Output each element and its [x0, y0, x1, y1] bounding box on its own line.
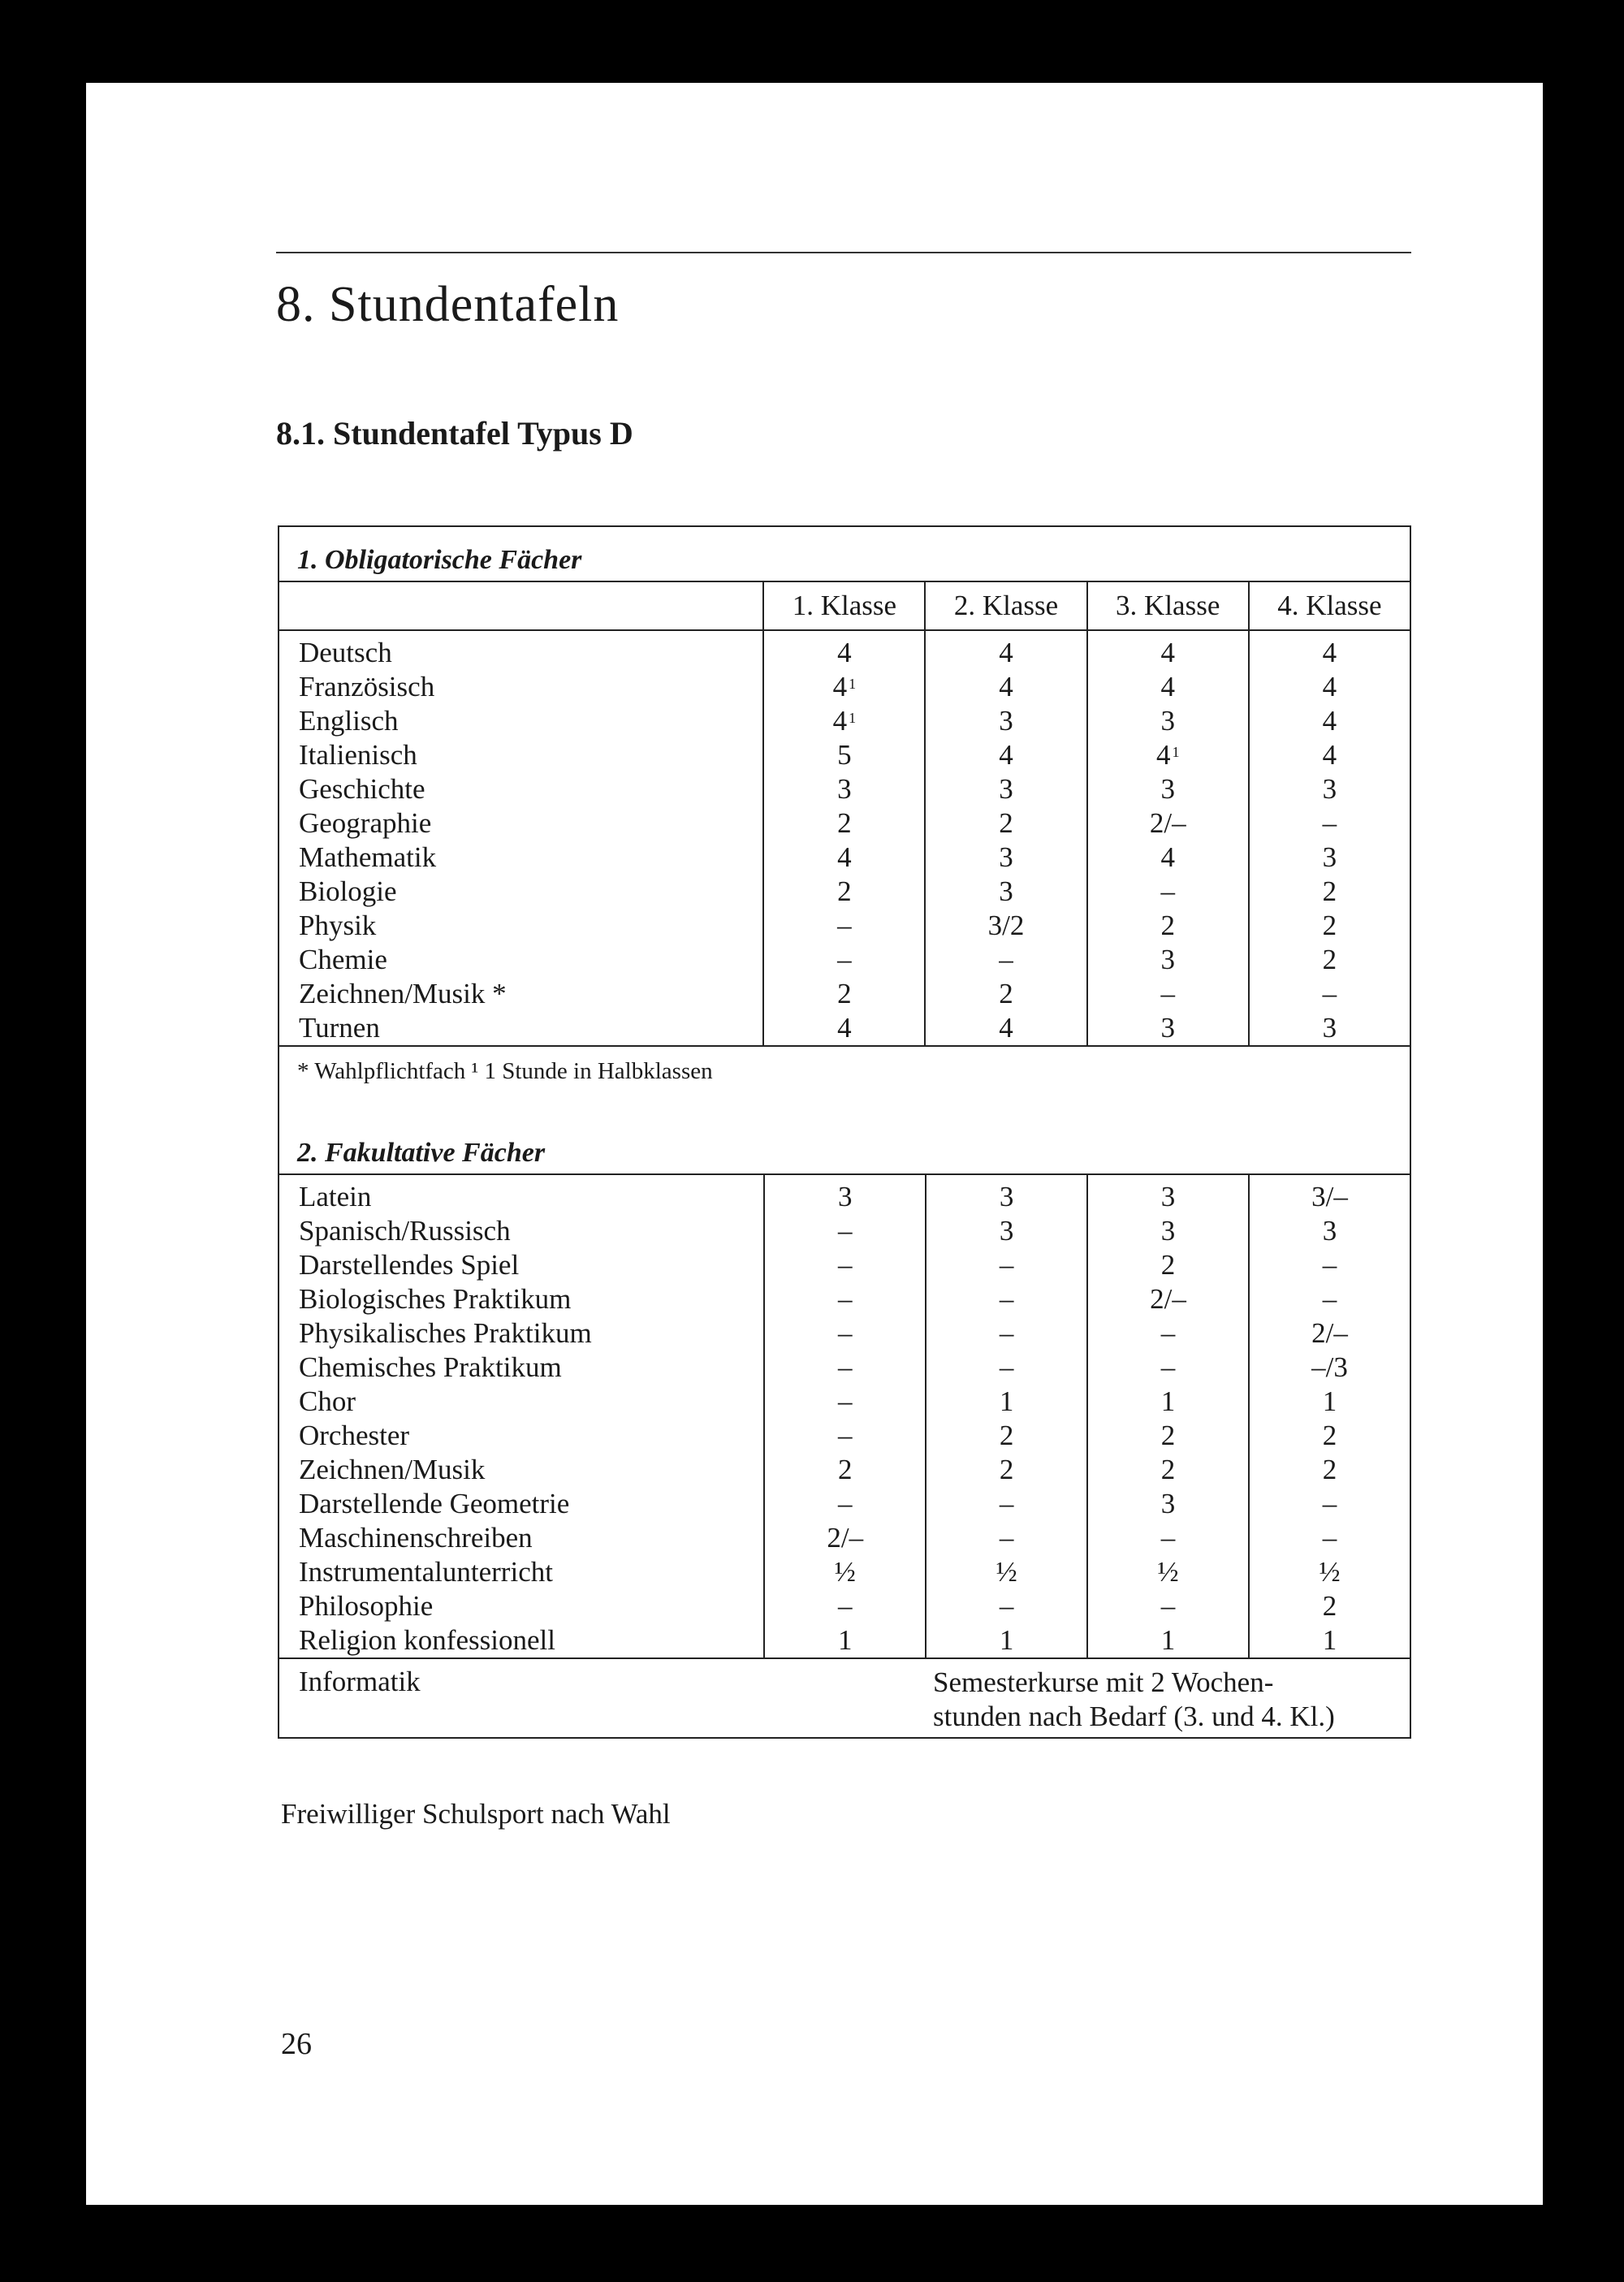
footnote-marker: 1 [849, 710, 857, 726]
page-number: 26 [281, 2027, 312, 2061]
hours-cell: 3 [1249, 1214, 1410, 1248]
hours-cell: 4 $^1$ [763, 670, 925, 704]
hours-cell: – [1087, 1521, 1249, 1555]
hours-cell: 3 [1087, 1214, 1249, 1248]
subject-label: Maschinenschreiben [299, 1522, 533, 1554]
hours-cell: 1 [764, 1623, 926, 1657]
hours-cell: – [926, 1351, 1087, 1385]
hours-cell: – [1087, 1351, 1249, 1385]
subject-label: Philosophie [299, 1590, 434, 1622]
hours-cell: 4 [763, 630, 925, 670]
hours-cell: ½ [926, 1555, 1087, 1589]
hours-cell: 3 [1087, 1175, 1249, 1214]
subject-label: Turnen [299, 1012, 380, 1044]
hours-cell: 1 [1249, 1385, 1410, 1419]
hours-cell: 3/2 [925, 909, 1086, 943]
hours-cell: – [764, 1282, 926, 1316]
informatik-note [933, 1666, 1335, 1734]
hours-cell: ½ [764, 1555, 926, 1589]
hours-cell: 2 [926, 1419, 1087, 1453]
hours-cell: 4 [763, 1011, 925, 1045]
hours-cell: 2 [1087, 909, 1249, 943]
hours-cell: – [1087, 1589, 1249, 1623]
subject-label: Zeichnen/Musik [299, 1454, 486, 1485]
hours-cell: 4 $^1$ [763, 704, 925, 738]
hours-cell: – [764, 1487, 926, 1521]
hours-cell: 3 [1087, 704, 1249, 738]
column-header: 1. Klasse [763, 582, 925, 630]
hours-cell: 2 [925, 977, 1086, 1011]
hours-cell: –/3 [1249, 1351, 1410, 1385]
hours-cell: – [763, 909, 925, 943]
hours-cell: – [764, 1589, 926, 1623]
subject-label: Biologisches Praktikum [299, 1283, 572, 1315]
table-row [279, 943, 1410, 977]
hours-cell: 2 [1249, 943, 1410, 977]
hours-cell: 2 [763, 806, 925, 841]
hours-cell: 4 [1087, 670, 1249, 704]
table-row [279, 1589, 1410, 1623]
subject-label: Orchester [299, 1420, 410, 1451]
table-row [279, 670, 1410, 704]
hours-cell: – [1249, 977, 1410, 1011]
subject-label: Religion konfessionell [299, 1624, 555, 1656]
hours-cell: – [926, 1282, 1087, 1316]
table-row [279, 841, 1410, 875]
hours-cell: 3 [763, 772, 925, 806]
subject-label: Geographie [299, 807, 432, 839]
top-rule [276, 252, 1411, 253]
hours-cell: – [764, 1419, 926, 1453]
subject-label: Chor [299, 1385, 356, 1417]
hours-cell: 4 [1087, 630, 1249, 670]
hours-cell: – [763, 943, 925, 977]
hours-cell: 3 [1249, 1011, 1410, 1045]
hours-cell: 1 [926, 1623, 1087, 1657]
hours-cell: 1 [926, 1385, 1087, 1419]
table-row [279, 1555, 1410, 1589]
chapter-title: 8. Stundentafeln [276, 277, 620, 332]
subject-label: Instrumentalunterricht [299, 1556, 553, 1588]
table-row [279, 1453, 1410, 1487]
table-row [279, 1521, 1410, 1555]
subject-label: Mathematik [299, 841, 437, 873]
subject-label: Italienisch [299, 739, 417, 771]
hours-cell: 3 [1249, 772, 1410, 806]
hours-cell: 2 [764, 1453, 926, 1487]
hours-cell: 3 [1087, 943, 1249, 977]
hours-cell: 2 [1249, 1453, 1410, 1487]
hours-cell: – [764, 1316, 926, 1351]
subject-label: Physikalisches Praktikum [299, 1317, 592, 1349]
section-title: 8.1. Stundentafel Typus D [276, 415, 633, 452]
table-row [279, 704, 1410, 738]
hours-cell: – [1249, 1248, 1410, 1282]
subject-label: Chemisches Praktikum [299, 1351, 562, 1383]
hours-cell: – [926, 1248, 1087, 1282]
hours-cell: – [925, 943, 1086, 977]
hours-cell: 4 $^1$ [1087, 738, 1249, 772]
hours-cell: 1 [1087, 1623, 1249, 1657]
hours-cell: 2 [1249, 1589, 1410, 1623]
hours-cell: 4 [925, 630, 1086, 670]
footnote: * Wahlpflichtfach ¹ 1 Stunde in Halbklassen [297, 1058, 713, 1084]
header-row [279, 582, 1410, 630]
hours-cell: 4 [1249, 630, 1410, 670]
hours-cell: 3 [925, 772, 1086, 806]
table-row [279, 1623, 1410, 1657]
hours-cell: – [764, 1214, 926, 1248]
subject-label: Englisch [299, 705, 399, 737]
table-row [279, 1316, 1410, 1351]
hours-cell: 3 [764, 1175, 926, 1214]
hours-cell: 3 [925, 841, 1086, 875]
hours-cell: 4 [1249, 670, 1410, 704]
table-row [279, 1487, 1410, 1521]
table-row [279, 1248, 1410, 1282]
hours-cell: 2 [1249, 909, 1410, 943]
hours-cell: 2/– [1249, 1316, 1410, 1351]
subject-label: Physik [299, 910, 377, 941]
hours-cell: – [764, 1248, 926, 1282]
subject-label: Zeichnen/Musik * [299, 978, 507, 1009]
hours-cell: – [1249, 1521, 1410, 1555]
hours-cell: 1 [1087, 1385, 1249, 1419]
hours-cell: – [1087, 875, 1249, 909]
table-row [279, 977, 1410, 1011]
hours-cell: – [926, 1487, 1087, 1521]
hours-cell: 1 [1249, 1623, 1410, 1657]
hours-cell: – [1249, 806, 1410, 841]
informatik-row [279, 1657, 1410, 1737]
hours-cell: 2 [925, 806, 1086, 841]
hours-cell: 3 [1087, 1011, 1249, 1045]
hours-cell: 2 [763, 875, 925, 909]
hours-cell: 3 [925, 875, 1086, 909]
hours-cell: 3 [926, 1175, 1087, 1214]
hours-cell: 4 [1249, 704, 1410, 738]
hours-cell: 3 [925, 704, 1086, 738]
hours-cell: – [926, 1316, 1087, 1351]
column-header: 2. Klasse [925, 582, 1086, 630]
section1-heading: 1. Obligatorische Fächer [279, 527, 1410, 582]
hours-cell: 2 [926, 1453, 1087, 1487]
footnote-marker: 1 [1172, 744, 1180, 760]
subject-label: Darstellendes Spiel [299, 1249, 520, 1281]
subject-label: Spanisch/Russisch [299, 1215, 511, 1247]
hours-cell: 4 [925, 670, 1086, 704]
table-row [279, 1419, 1410, 1453]
table-row [279, 1385, 1410, 1419]
hours-cell: 2/– [1087, 1282, 1249, 1316]
hours-cell: – [1087, 977, 1249, 1011]
subject-label: Deutsch [299, 637, 392, 668]
table-row [279, 1351, 1410, 1385]
informatik-note-line: Semesterkurse mit 2 Wochen- [933, 1666, 1274, 1698]
hours-cell: 5 [763, 738, 925, 772]
hours-cell: ½ [1249, 1555, 1410, 1589]
optional-table [279, 1175, 1410, 1657]
informatik-label: Informatik [299, 1666, 421, 1697]
hours-cell: 2 [1087, 1453, 1249, 1487]
hours-cell: 3 [1087, 772, 1249, 806]
hours-cell: 2/– [1087, 806, 1249, 841]
table-row [279, 909, 1410, 943]
hours-cell: 3 [926, 1214, 1087, 1248]
subject-label: Chemie [299, 944, 387, 975]
hours-cell: 2/– [764, 1521, 926, 1555]
table-row [279, 1214, 1410, 1248]
hours-cell: 2 [1087, 1248, 1249, 1282]
table-row [279, 1282, 1410, 1316]
hours-cell: – [764, 1351, 926, 1385]
hours-cell: – [926, 1521, 1087, 1555]
hours-cell: – [926, 1589, 1087, 1623]
table-row [279, 738, 1410, 772]
hours-cell: 2 [763, 977, 925, 1011]
footnote-area [279, 1045, 1410, 1175]
table-row [279, 630, 1410, 670]
note: Freiwilliger Schulsport nach Wahl [281, 1798, 671, 1830]
hours-cell: 2 [1087, 1419, 1249, 1453]
table-row [279, 1175, 1410, 1214]
table-row [279, 772, 1410, 806]
table-row [279, 806, 1410, 841]
hours-cell: 2 [1249, 1419, 1410, 1453]
hours-cell: 3 [1249, 841, 1410, 875]
subject-label: Französisch [299, 671, 435, 702]
hours-cell: – [1087, 1316, 1249, 1351]
hours-cell: ½ [1087, 1555, 1249, 1589]
hours-cell: – [1249, 1487, 1410, 1521]
hours-cell: 4 [1249, 738, 1410, 772]
hours-cell: 4 [925, 1011, 1086, 1045]
document-page [86, 83, 1543, 2205]
obligatory-table [279, 582, 1410, 1045]
hours-cell: – [764, 1385, 926, 1419]
hours-cell: 3 [1087, 1487, 1249, 1521]
subject-label: Biologie [299, 875, 397, 907]
hours-cell: 4 [925, 738, 1086, 772]
informatik-note-line: stunden nach Bedarf (3. und 4. Kl.) [933, 1701, 1335, 1732]
section2-heading: 2. Fakultative Fächer [297, 1138, 546, 1168]
hours-cell: – [1249, 1282, 1410, 1316]
column-header: 3. Klasse [1087, 582, 1249, 630]
subject-label: Geschichte [299, 773, 425, 805]
hours-cell: 3/– [1249, 1175, 1410, 1214]
subject-label: Darstellende Geometrie [299, 1488, 570, 1519]
hours-cell: 2 [1249, 875, 1410, 909]
subject-label: Latein [299, 1181, 372, 1212]
schedule-table [278, 525, 1411, 1739]
hours-cell: 4 [763, 841, 925, 875]
table-row [279, 1011, 1410, 1045]
hours-cell: 4 [1087, 841, 1249, 875]
footnote-marker: 1 [849, 676, 857, 692]
column-header: 4. Klasse [1249, 582, 1410, 630]
table-row [279, 875, 1410, 909]
